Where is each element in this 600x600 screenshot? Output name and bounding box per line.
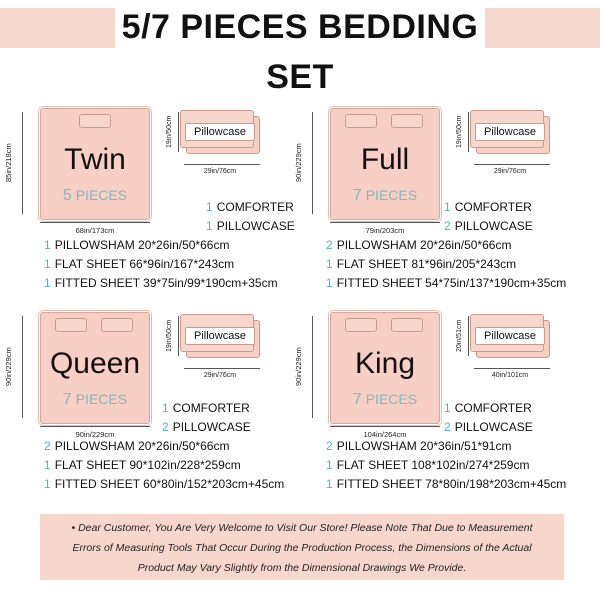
- list-item: 1 FITTED SHEET 78*80in/198*203cm+45cm: [326, 477, 567, 491]
- pillowcase-label: Pillowcase: [185, 327, 255, 345]
- pillowcase-front: [180, 110, 254, 148]
- size-name: Twin: [64, 143, 126, 176]
- pillow-shape: [345, 114, 377, 128]
- bed-width-label: 90in/229cm: [75, 430, 115, 439]
- pillow-shape: [79, 114, 111, 128]
- pillow-width-label: 29in/76cm: [493, 168, 527, 175]
- list-item: 1 PILLOWCASE: [206, 219, 295, 233]
- pillow-width-label: 29in/76cm: [203, 372, 237, 379]
- note-line: • Dear Customer, You Are Very Welcome to Visit Our Store! Please Note That Due to Measurement: [71, 522, 533, 534]
- list-item: 1 COMFORTER: [162, 401, 250, 415]
- pillowcase-label: Pillowcase: [185, 123, 255, 141]
- dimension-line: [178, 316, 179, 356]
- list-item: 2 PILLOWCASE: [162, 420, 251, 434]
- pillowcase-diagram: [166, 314, 280, 379]
- dimension-line: [312, 316, 313, 418]
- pieces-word: PIECES: [75, 391, 128, 407]
- bed-height-label: 85in/218cm: [4, 143, 13, 183]
- list-item: 2 PILLOWSHAM 20*26in/50*66cm: [44, 439, 230, 453]
- pieces-number: 5: [62, 187, 72, 204]
- pillowcase-diagram: [166, 110, 280, 175]
- dimension-line: [474, 368, 550, 369]
- dimension-line: [474, 164, 550, 165]
- list-item: 1 FLAT SHEET 66*96in/167*243cm: [44, 257, 235, 271]
- note-line: Product May Vary Slightly from the Dimensional Drawings We Provide.: [137, 562, 467, 574]
- pieces-word: PIECES: [365, 187, 418, 203]
- list-item: 2 PILLOWSHAM 20*26in/50*66cm: [326, 238, 512, 252]
- item-list-king: [326, 399, 600, 494]
- bed-height-label: 90in/229cm: [294, 347, 303, 387]
- pillow-height-label: 20in/51cm: [456, 319, 463, 353]
- list-item: 1 FITTED SHEET 39*75in/99*190cm+35cm: [44, 276, 278, 290]
- list-item: 2 PILLOWSHAM 20*36in/51*91cm: [326, 439, 512, 453]
- pillowcase-label: Pillowcase: [475, 123, 545, 141]
- list-item: 1 FLAT SHEET 81*96in/205*243cm: [326, 257, 517, 271]
- pieces-word: PIECES: [365, 391, 418, 407]
- bed-height-label: 90in/229cm: [4, 347, 13, 387]
- pillow-width-label: 29in/76cm: [203, 168, 237, 175]
- dimension-line: [468, 316, 469, 356]
- pillowcase-diagram: [456, 110, 570, 175]
- pillowcase-label: Pillowcase: [475, 327, 545, 345]
- dimension-line: [312, 112, 313, 214]
- list-item: 1 FITTED SHEET 54*75in/137*190cm+35cm: [326, 276, 567, 290]
- pillow-height-label: 19in/50cm: [166, 319, 173, 353]
- pillow-shape: [55, 318, 87, 332]
- dimension-line: [184, 164, 260, 165]
- size-name: King: [354, 347, 416, 380]
- dimension-line: [184, 368, 260, 369]
- list-item: 2 PILLOWCASE: [444, 420, 533, 434]
- pillow-height-label: 19in/50cm: [456, 115, 463, 149]
- pieces-number: 7: [62, 391, 72, 408]
- size-name: Queen: [49, 347, 141, 380]
- pillowcase-front: [470, 314, 544, 352]
- list-item: 1 COMFORTER: [444, 401, 532, 415]
- size-name: Full: [360, 143, 410, 176]
- list-item: 1 FITTED SHEET 60*80in/152*203cm+45cm: [44, 477, 285, 491]
- list-item: 2 PILLOWCASE: [444, 219, 533, 233]
- disclaimer-note: [40, 514, 564, 580]
- bed-width-label: 79in/203cm: [365, 226, 405, 235]
- pillowcase-front: [470, 110, 544, 148]
- pieces-word: PIECES: [75, 187, 128, 203]
- pillow-width-label: 40in/101cm: [491, 372, 529, 379]
- pillowcase-diagram: [456, 314, 570, 379]
- pillow-shape: [391, 318, 423, 332]
- bed-width-label: 68in/173cm: [75, 226, 115, 235]
- pillow-shape: [101, 318, 133, 332]
- page-title: 5/7 PIECES BEDDING SET: [115, 2, 485, 48]
- dimension-line: [468, 112, 469, 152]
- pieces-number: 7: [352, 391, 362, 408]
- pillow-shape: [345, 318, 377, 332]
- pillow-shape: [391, 114, 423, 128]
- dimension-line: [22, 112, 23, 214]
- dimension-line: [22, 316, 23, 418]
- list-item: 1 PILLOWSHAM 20*26in/50*66cm: [44, 238, 230, 252]
- list-item: 1 FLAT SHEET 108*102in/274*259cm: [326, 458, 530, 472]
- pillow-height-label: 19in/50cm: [166, 115, 173, 149]
- bed-height-label: 90in/229cm: [294, 143, 303, 183]
- list-item: 1 COMFORTER: [206, 200, 294, 214]
- pillowcase-front: [180, 314, 254, 352]
- bed-width-label: 104in/264cm: [363, 430, 407, 439]
- pieces-number: 7: [352, 187, 362, 204]
- note-line: Errors of Measuring Tools That Occur During the Production Process, the Dimensions of the Actual: [72, 542, 532, 554]
- list-item: 1 FLAT SHEET 90*102in/228*259cm: [44, 458, 241, 472]
- dimension-line: [178, 112, 179, 152]
- list-item: 1 COMFORTER: [444, 200, 532, 214]
- item-list-full: [326, 198, 600, 293]
